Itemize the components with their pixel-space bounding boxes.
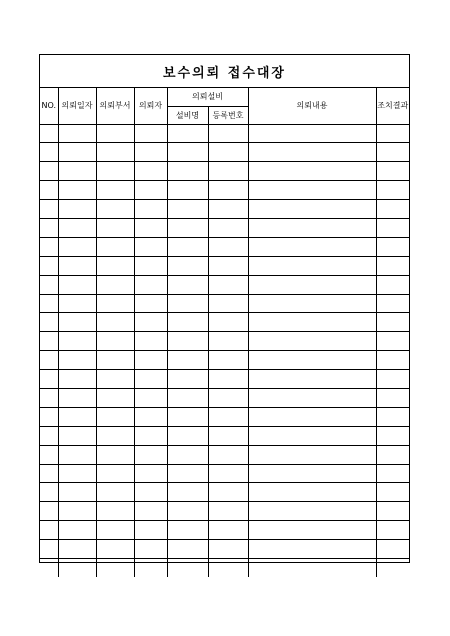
cell-equipment-name[interactable]	[167, 313, 208, 332]
cell-action-result[interactable]	[376, 351, 409, 370]
table-row	[40, 502, 409, 521]
cell-request-date[interactable]	[58, 200, 96, 219]
header-equipment-name: 설비명	[167, 106, 208, 124]
table-row	[40, 237, 409, 256]
header-no: NO.	[40, 88, 58, 124]
cell-action-result[interactable]	[376, 464, 409, 483]
cell-request-date[interactable]	[58, 218, 96, 237]
cell-equipment-name[interactable]	[167, 181, 208, 200]
cell-action-result[interactable]	[376, 407, 409, 426]
table-row	[40, 464, 409, 483]
cell-action-result[interactable]	[376, 558, 409, 577]
cell-action-result[interactable]	[376, 502, 409, 521]
cell-action-result[interactable]	[376, 294, 409, 313]
cell-equipment-name[interactable]	[167, 162, 208, 181]
cell-registration-no[interactable]	[208, 370, 248, 389]
cell-no[interactable]	[40, 426, 58, 445]
cell-request-dept[interactable]	[96, 332, 134, 351]
table-row	[40, 521, 409, 540]
cell-equipment-name[interactable]	[167, 237, 208, 256]
cell-requester[interactable]	[134, 540, 167, 559]
header-requester: 의뢰자	[134, 88, 167, 124]
cell-registration-no[interactable]	[208, 275, 248, 294]
cell-equipment-name[interactable]	[167, 388, 208, 407]
table-row	[40, 351, 409, 370]
cell-request-content[interactable]	[248, 388, 376, 407]
cell-request-content[interactable]	[248, 256, 376, 275]
cell-request-dept[interactable]	[96, 351, 134, 370]
cell-request-content[interactable]	[248, 502, 376, 521]
cell-request-date[interactable]	[58, 407, 96, 426]
cell-no[interactable]	[40, 483, 58, 502]
cell-requester[interactable]	[134, 313, 167, 332]
cell-request-content[interactable]	[248, 370, 376, 389]
cell-registration-no[interactable]	[208, 407, 248, 426]
cell-request-date[interactable]	[58, 445, 96, 464]
cell-request-content[interactable]	[248, 464, 376, 483]
table-row	[40, 275, 409, 294]
table-row	[40, 162, 409, 181]
cell-equipment-name[interactable]	[167, 445, 208, 464]
cell-request-date[interactable]	[58, 351, 96, 370]
cell-action-result[interactable]	[376, 275, 409, 294]
cell-no[interactable]	[40, 332, 58, 351]
table-row	[40, 540, 409, 559]
table-row	[40, 143, 409, 162]
table-row	[40, 407, 409, 426]
cell-registration-no[interactable]	[208, 388, 248, 407]
cell-request-content[interactable]	[248, 426, 376, 445]
cell-request-date[interactable]	[58, 294, 96, 313]
table-row	[40, 200, 409, 219]
cell-request-dept[interactable]	[96, 445, 134, 464]
cell-action-result[interactable]	[376, 313, 409, 332]
cell-requester[interactable]	[134, 502, 167, 521]
cell-request-dept[interactable]	[96, 162, 134, 181]
cell-request-date[interactable]	[58, 502, 96, 521]
cell-requester[interactable]	[134, 124, 167, 143]
cell-no[interactable]	[40, 502, 58, 521]
cell-registration-no[interactable]	[208, 540, 248, 559]
cell-no[interactable]	[40, 162, 58, 181]
cell-request-dept[interactable]	[96, 426, 134, 445]
cell-requester[interactable]	[134, 294, 167, 313]
cell-no[interactable]	[40, 407, 58, 426]
cell-action-result[interactable]	[376, 388, 409, 407]
cell-request-content[interactable]	[248, 407, 376, 426]
cell-requester[interactable]	[134, 483, 167, 502]
table-row	[40, 218, 409, 237]
cell-requester[interactable]	[134, 332, 167, 351]
cell-request-date[interactable]	[58, 483, 96, 502]
cell-registration-no[interactable]	[208, 200, 248, 219]
cell-request-date[interactable]	[58, 256, 96, 275]
header-registration-no: 등록번호	[208, 106, 248, 124]
table-row	[40, 445, 409, 464]
cell-requester[interactable]	[134, 558, 167, 577]
cell-equipment-name[interactable]	[167, 294, 208, 313]
cell-no[interactable]	[40, 237, 58, 256]
cell-registration-no[interactable]	[208, 483, 248, 502]
cell-equipment-name[interactable]	[167, 143, 208, 162]
cell-registration-no[interactable]	[208, 237, 248, 256]
header-request-date: 의뢰일자	[58, 88, 96, 124]
cell-registration-no[interactable]	[208, 181, 248, 200]
ledger-table	[40, 88, 409, 577]
cell-request-content[interactable]	[248, 540, 376, 559]
cell-no[interactable]	[40, 275, 58, 294]
cell-request-dept[interactable]	[96, 313, 134, 332]
cell-equipment-name[interactable]	[167, 558, 208, 577]
cell-action-result[interactable]	[376, 426, 409, 445]
table-row	[40, 181, 409, 200]
cell-request-dept[interactable]	[96, 275, 134, 294]
cell-request-dept[interactable]	[96, 294, 134, 313]
cell-no[interactable]	[40, 351, 58, 370]
table-row	[40, 294, 409, 313]
cell-request-content[interactable]	[248, 181, 376, 200]
cell-no[interactable]	[40, 370, 58, 389]
cell-requester[interactable]	[134, 521, 167, 540]
cell-equipment-name[interactable]	[167, 483, 208, 502]
cell-action-result[interactable]	[376, 162, 409, 181]
cell-request-dept[interactable]	[96, 181, 134, 200]
cell-request-date[interactable]	[58, 370, 96, 389]
cell-request-date[interactable]	[58, 143, 96, 162]
cell-requester[interactable]	[134, 200, 167, 219]
cell-request-date[interactable]	[58, 426, 96, 445]
cell-request-dept[interactable]	[96, 407, 134, 426]
table-row	[40, 370, 409, 389]
cell-no[interactable]	[40, 124, 58, 143]
cell-registration-no[interactable]	[208, 464, 248, 483]
cell-equipment-name[interactable]	[167, 407, 208, 426]
cell-requester[interactable]	[134, 464, 167, 483]
cell-requester[interactable]	[134, 445, 167, 464]
cell-request-content[interactable]	[248, 332, 376, 351]
cell-request-content[interactable]	[248, 521, 376, 540]
cell-request-date[interactable]	[58, 162, 96, 181]
cell-request-dept[interactable]	[96, 558, 134, 577]
cell-requester[interactable]	[134, 256, 167, 275]
table-row	[40, 483, 409, 502]
cell-equipment-name[interactable]	[167, 275, 208, 294]
table-row	[40, 426, 409, 445]
cell-request-dept[interactable]	[96, 218, 134, 237]
cell-no[interactable]	[40, 143, 58, 162]
cell-equipment-name[interactable]	[167, 351, 208, 370]
cell-request-dept[interactable]	[96, 483, 134, 502]
form-title: 보수의뢰 접수대장	[163, 65, 286, 81]
header-request-content: 의뢰내용	[248, 88, 376, 124]
cell-no[interactable]	[40, 218, 58, 237]
cell-request-content[interactable]	[248, 162, 376, 181]
header-request-dept: 의뢰부서	[96, 88, 134, 124]
cell-request-dept[interactable]	[96, 237, 134, 256]
cell-request-date[interactable]	[58, 313, 96, 332]
cell-requester[interactable]	[134, 388, 167, 407]
cell-request-dept[interactable]	[96, 200, 134, 219]
cell-no[interactable]	[40, 540, 58, 559]
cell-action-result[interactable]	[376, 332, 409, 351]
cell-action-result[interactable]	[376, 521, 409, 540]
cell-action-result[interactable]	[376, 256, 409, 275]
cell-request-date[interactable]	[58, 124, 96, 143]
cell-no[interactable]	[40, 388, 58, 407]
cell-requester[interactable]	[134, 143, 167, 162]
cell-no[interactable]	[40, 200, 58, 219]
ledger-header	[40, 88, 409, 124]
cell-requester[interactable]	[134, 370, 167, 389]
cell-action-result[interactable]	[376, 181, 409, 200]
cell-request-content[interactable]	[248, 237, 376, 256]
cell-registration-no[interactable]	[208, 162, 248, 181]
cell-registration-no[interactable]	[208, 218, 248, 237]
cell-registration-no[interactable]	[208, 351, 248, 370]
cell-requester[interactable]	[134, 162, 167, 181]
cell-equipment-name[interactable]	[167, 124, 208, 143]
cell-action-result[interactable]	[376, 218, 409, 237]
cell-action-result[interactable]	[376, 445, 409, 464]
cell-requester[interactable]	[134, 407, 167, 426]
cell-no[interactable]	[40, 464, 58, 483]
cell-request-dept[interactable]	[96, 464, 134, 483]
cell-request-date[interactable]	[58, 332, 96, 351]
cell-equipment-name[interactable]	[167, 332, 208, 351]
cell-no[interactable]	[40, 294, 58, 313]
cell-no[interactable]	[40, 445, 58, 464]
cell-request-date[interactable]	[58, 181, 96, 200]
header-equipment-group: 의뢰설비	[167, 88, 248, 106]
cell-request-date[interactable]	[58, 521, 96, 540]
cell-request-date[interactable]	[58, 558, 96, 577]
table-row	[40, 124, 409, 143]
cell-request-content[interactable]	[248, 558, 376, 577]
cell-requester[interactable]	[134, 181, 167, 200]
request-ledger-form	[39, 54, 410, 563]
cell-no[interactable]	[40, 558, 58, 577]
cell-registration-no[interactable]	[208, 313, 248, 332]
cell-request-date[interactable]	[58, 540, 96, 559]
cell-request-content[interactable]	[248, 294, 376, 313]
cell-equipment-name[interactable]	[167, 502, 208, 521]
cell-requester[interactable]	[134, 351, 167, 370]
cell-request-dept[interactable]	[96, 388, 134, 407]
cell-no[interactable]	[40, 521, 58, 540]
cell-registration-no[interactable]	[208, 124, 248, 143]
cell-requester[interactable]	[134, 426, 167, 445]
cell-no[interactable]	[40, 256, 58, 275]
cell-equipment-name[interactable]	[167, 426, 208, 445]
cell-registration-no[interactable]	[208, 558, 248, 577]
cell-request-content[interactable]	[248, 143, 376, 162]
table-row	[40, 388, 409, 407]
cell-request-content[interactable]	[248, 351, 376, 370]
header-action-result: 조치결과	[376, 88, 409, 124]
cell-request-dept[interactable]	[96, 540, 134, 559]
cell-request-content[interactable]	[248, 275, 376, 294]
cell-registration-no[interactable]	[208, 521, 248, 540]
cell-action-result[interactable]	[376, 483, 409, 502]
table-row	[40, 313, 409, 332]
ledger-body	[40, 124, 409, 577]
cell-request-dept[interactable]	[96, 256, 134, 275]
cell-action-result[interactable]	[376, 143, 409, 162]
cell-request-dept[interactable]	[96, 521, 134, 540]
cell-equipment-name[interactable]	[167, 521, 208, 540]
cell-request-content[interactable]	[248, 483, 376, 502]
cell-request-date[interactable]	[58, 275, 96, 294]
cell-request-date[interactable]	[58, 388, 96, 407]
cell-registration-no[interactable]	[208, 426, 248, 445]
cell-action-result[interactable]	[376, 540, 409, 559]
cell-equipment-name[interactable]	[167, 464, 208, 483]
cell-request-dept[interactable]	[96, 370, 134, 389]
cell-request-dept[interactable]	[96, 143, 134, 162]
table-row	[40, 256, 409, 275]
cell-registration-no[interactable]	[208, 332, 248, 351]
cell-no[interactable]	[40, 181, 58, 200]
cell-request-content[interactable]	[248, 313, 376, 332]
cell-request-content[interactable]	[248, 124, 376, 143]
cell-equipment-name[interactable]	[167, 218, 208, 237]
cell-action-result[interactable]	[376, 370, 409, 389]
cell-request-date[interactable]	[58, 464, 96, 483]
cell-action-result[interactable]	[376, 237, 409, 256]
cell-request-dept[interactable]	[96, 124, 134, 143]
cell-equipment-name[interactable]	[167, 370, 208, 389]
cell-request-content[interactable]	[248, 445, 376, 464]
cell-registration-no[interactable]	[208, 445, 248, 464]
cell-requester[interactable]	[134, 275, 167, 294]
cell-equipment-name[interactable]	[167, 540, 208, 559]
cell-action-result[interactable]	[376, 124, 409, 143]
cell-equipment-name[interactable]	[167, 200, 208, 219]
cell-equipment-name[interactable]	[167, 256, 208, 275]
cell-requester[interactable]	[134, 237, 167, 256]
cell-no[interactable]	[40, 313, 58, 332]
cell-request-content[interactable]	[248, 200, 376, 219]
table-row	[40, 332, 409, 351]
cell-registration-no[interactable]	[208, 143, 248, 162]
title-cell	[40, 55, 409, 88]
cell-registration-no[interactable]	[208, 294, 248, 313]
cell-request-date[interactable]	[58, 237, 96, 256]
cell-requester[interactable]	[134, 218, 167, 237]
cell-request-content[interactable]	[248, 218, 376, 237]
cell-request-dept[interactable]	[96, 502, 134, 521]
table-row	[40, 558, 409, 577]
cell-registration-no[interactable]	[208, 256, 248, 275]
cell-action-result[interactable]	[376, 200, 409, 219]
cell-registration-no[interactable]	[208, 502, 248, 521]
